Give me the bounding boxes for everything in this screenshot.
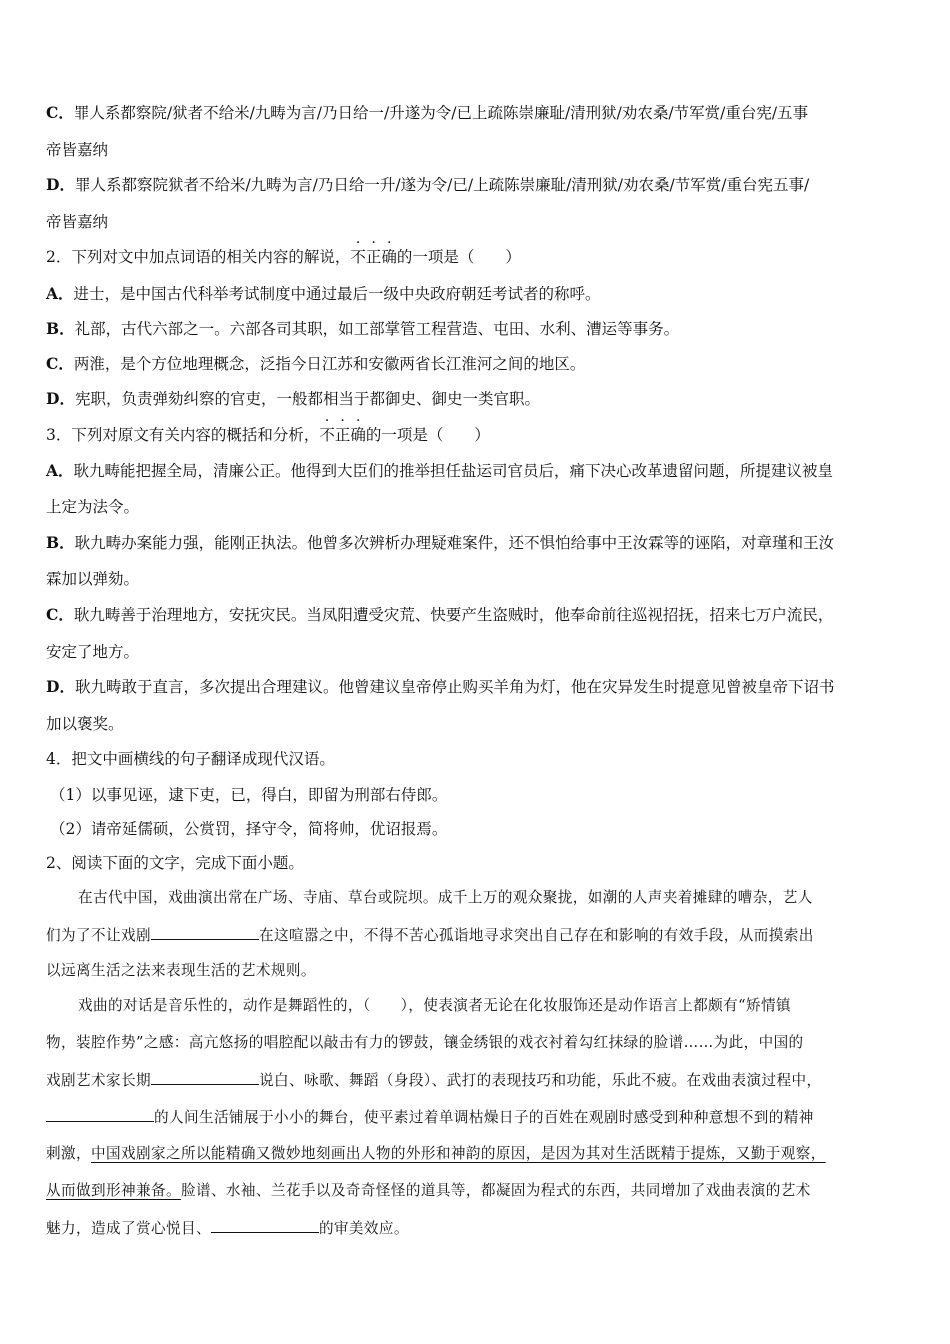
q4-item-1: （1）以事见诬，逮下吏，已，得白，即留为刑部右侍郎。 [50, 786, 448, 804]
q2-stem: 2．下列对文中加点词语的相关内容的解说，不正确的一项是（ ） [46, 248, 521, 266]
option-text: 罪人系都察院/狱者不给米/九畴为言/乃日给一/升遂为令/已上疏陈崇廉耻/清刑狱/劝农桑/节军赏/重台宪/五事 [73, 104, 809, 122]
emphasis-char: 正 [334, 426, 351, 444]
q3-option-a-cont: 上定为法令。 [46, 498, 140, 516]
passage-p1-line3: 以远离生活之法来表现生活的艺术规则。 [46, 962, 316, 979]
emphasis-char: 确 [350, 426, 366, 444]
q1-option-d-cont: 帝皆嘉纳 [46, 213, 109, 231]
option-label: C． [46, 103, 74, 122]
section2-heading: 2、阅读下面的文字，完成下面小题。 [46, 854, 304, 872]
passage-p2-line1: 戏曲的对话是音乐性的，动作是舞蹈性的，（ ），使表演者无论在化妆服饰还是动作语言上都颇有“矫情镇 [78, 997, 791, 1014]
q4-item-2: （2）请帝延儒硕，公赏罚，择守令，简将帅，优诏报焉。 [50, 820, 448, 838]
emphasis-char: 正 [365, 248, 382, 266]
passage-p2-line7: 魅力，造成了赏心悦目、 的审美效应。 [46, 1220, 409, 1237]
q1-option-c-cont: 帝皆嘉纳 [46, 141, 109, 159]
emphasis-char: 确 [381, 248, 397, 266]
q2-option-b: B．礼部，古代六部之一。六部各司其职，如工部掌管工程营造、屯田、水利、漕运等事务。 [46, 319, 680, 338]
q1-option-c [46, 103, 808, 123]
emphasis-char: 不 [319, 426, 335, 444]
q3-option-b-cont: 霖加以弹劾。 [46, 570, 140, 588]
passage-p2-line6: 从而做到形神兼备。脸谱、水袖、兰花手以及奇奇怪怪的道具等，都凝固为程式的东西，共同增加了戏曲表演的艺术 [46, 1182, 811, 1199]
q2-option-c: C．两淮，是个方位地理概念，泛指今日江苏和安徽两省长江淮河之间的地区。 [46, 354, 586, 373]
passage-p2-line4: 的人间生活铺展于小小的舞台，使平素过着单调枯燥日子的百姓在观剧时感受到种种意想不到的精神 [46, 1107, 902, 1128]
passage-p1-line1: 在古代中国，戏曲演出常在广场、寺庙、草台或院坝。成千上万的观众聚拢，如潮的人声夹着摊肆的嘈杂，艺人 [78, 889, 813, 906]
underlined-sentence: 中国戏剧家之所以能精确又微妙地刻画出人物的外形和神韵的原因，是因为其对生活既精于提炼，又勤于观察， [90, 1145, 826, 1162]
q3-option-a: A．耿九畴能把握全局，清廉公正。他得到大臣们的推举担任盐运司官员后，痛下决心改革遗留问题，所提建议被皇 [46, 461, 834, 480]
answer-blank [211, 1218, 319, 1233]
q1-option-d [46, 175, 809, 195]
q2-option-d: D．宪职，负责弹劾纠察的官吏，一般都相当于都御史、御史一类官职。 [46, 389, 540, 408]
q3-option-b: B．耿九畴办案能力强，能刚正执法。他曾多次辨析办理疑难案件，还不惧怕给事中王汝霖等的诬陷，对章瑾和王汝 [46, 533, 835, 552]
passage-p1-line2: 们为了不让戏剧 在这喧嚣之中，不得不苦心孤诣地寻求突出自己存在和影响的有效手段，从而摸索出 [46, 927, 814, 944]
q2-option-a: A．进士，是中国古代科举考试制度中通过最后一级中央政府朝廷考试者的称呼。 [46, 284, 601, 303]
passage-p2-line3: 戏剧艺术家长期 说白、咏歌、舞蹈（身段）、武打的表现技巧和功能，乐此不疲。在戏曲表演过程中， [46, 1072, 822, 1089]
underlined-sentence: 从而做到形神兼备。 [46, 1182, 181, 1199]
answer-blank [151, 1070, 259, 1085]
q3-option-d-cont: 加以褒奖。 [46, 715, 124, 733]
q3-option-c-cont: 安定了地方。 [46, 643, 140, 661]
answer-blank [46, 1107, 154, 1122]
q3-option-c: C．耿九畴善于治理地方，安抚灾民。当凤阳遭受灾荒、快要产生盗贼时，他奉命前往巡视招抚，招来七万户流民， [46, 605, 834, 624]
passage-p2-line2: 物，装腔作势”之感：高亢悠扬的唱腔配以敲击有力的锣鼓，镶金绣银的戏衣衬着勾红抹绿的脸谱……为此，中国的 [46, 1034, 804, 1051]
q3-stem: 3．下列对原文有关内容的概括和分析，不正确的一项是（ ） [46, 426, 490, 444]
passage-p2-line5: 刺激，中国戏剧家之所以能精确又微妙地刻画出人物的外形和神韵的原因，是因为其对生活既精于提炼，又勤于观察， [46, 1145, 826, 1162]
q4-stem: 4．把文中画横线的句子翻译成现代汉语。 [46, 750, 335, 768]
q3-option-d: D．耿九畴敢于直言，多次提出合理建议。他曾建议皇帝停止购买羊角为灯，他在灾异发生时提意见曾被皇帝下诏书 [46, 677, 835, 696]
option-text: 罪人系都察院狱者不给米/九畴为言/乃日给一升/遂为令/已/上疏陈崇廉耻/清刑狱/劝农桑/节军赏/重台宪五事/ [74, 176, 810, 194]
emphasis-char: 不 [350, 248, 366, 266]
answer-blank [151, 925, 259, 940]
option-label: D． [46, 175, 75, 194]
